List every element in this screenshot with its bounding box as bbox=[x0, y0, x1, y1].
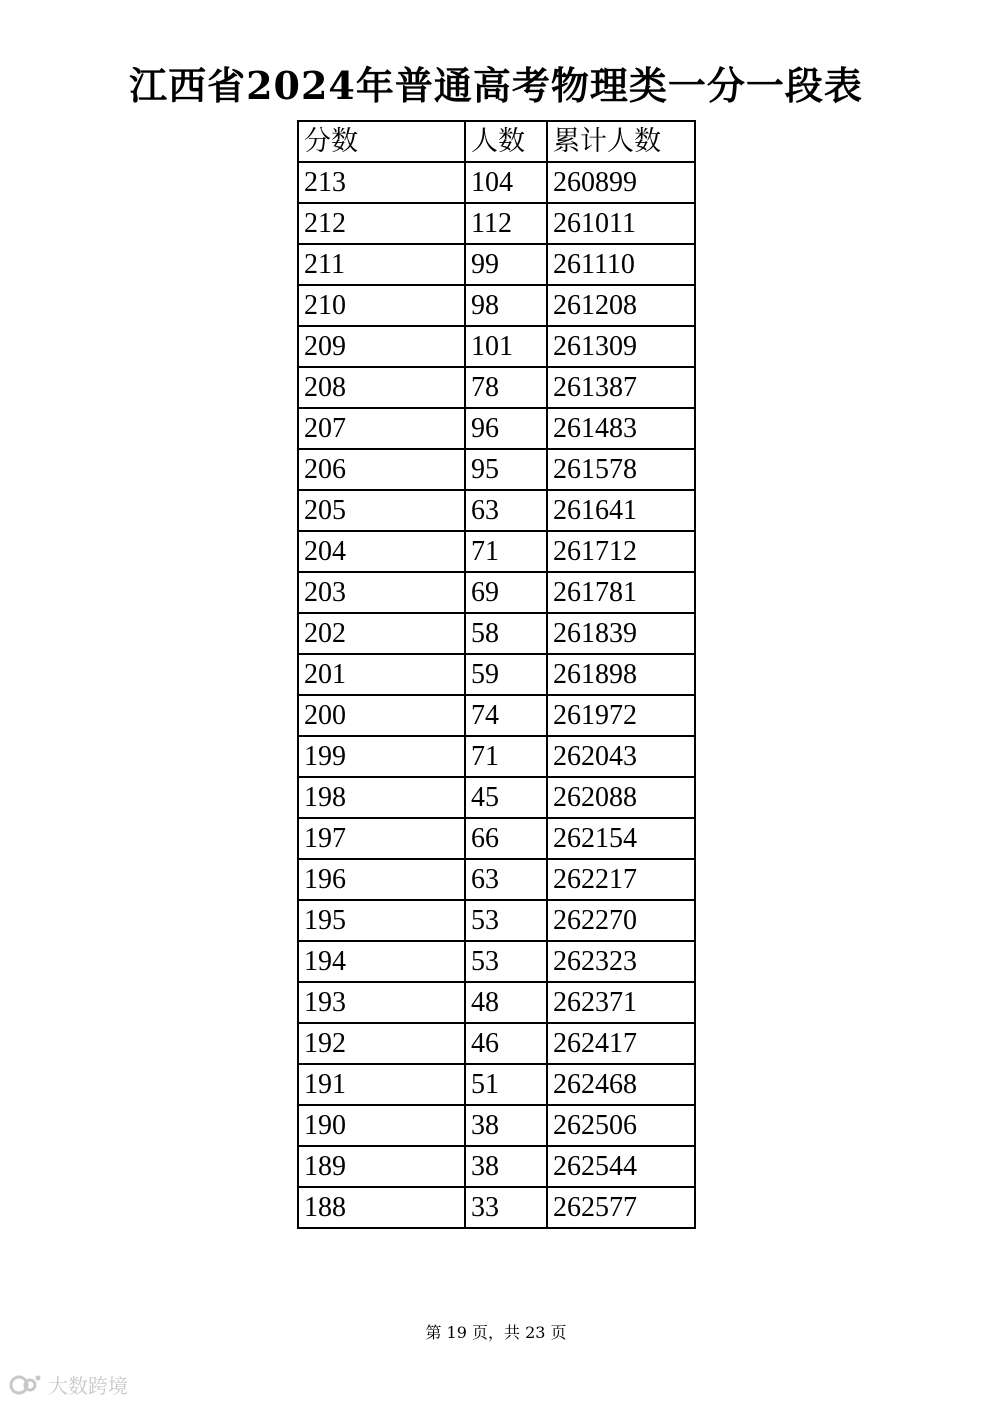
count-cell: 98 bbox=[465, 285, 547, 326]
cumulative-cell: 261839 bbox=[547, 613, 695, 654]
score-cell: 198 bbox=[298, 777, 465, 818]
cumulative-cell: 262088 bbox=[547, 777, 695, 818]
table-row bbox=[298, 736, 695, 777]
table-body bbox=[298, 162, 695, 1228]
count-cell: 63 bbox=[465, 490, 547, 531]
cumulative-cell: 262270 bbox=[547, 900, 695, 941]
count-cell: 59 bbox=[465, 654, 547, 695]
score-cell: 189 bbox=[298, 1146, 465, 1187]
cumulative-cell: 262577 bbox=[547, 1187, 695, 1228]
score-cell: 206 bbox=[298, 449, 465, 490]
table-row bbox=[298, 818, 695, 859]
count-cell: 104 bbox=[465, 162, 547, 203]
count-cell: 66 bbox=[465, 818, 547, 859]
score-cell: 200 bbox=[298, 695, 465, 736]
table-row bbox=[298, 490, 695, 531]
table-row bbox=[298, 203, 695, 244]
table-row bbox=[298, 326, 695, 367]
table-row bbox=[298, 982, 695, 1023]
table-row bbox=[298, 654, 695, 695]
score-cell: 202 bbox=[298, 613, 465, 654]
count-cell: 38 bbox=[465, 1105, 547, 1146]
count-cell: 58 bbox=[465, 613, 547, 654]
score-cell: 199 bbox=[298, 736, 465, 777]
cumulative-cell: 261011 bbox=[547, 203, 695, 244]
score-cell: 203 bbox=[298, 572, 465, 613]
cumulative-cell: 261309 bbox=[547, 326, 695, 367]
page-footer: 第 19 页，共 23 页 bbox=[425, 1323, 567, 1342]
cumulative-cell: 261110 bbox=[547, 244, 695, 285]
cumulative-cell: 260899 bbox=[547, 162, 695, 203]
table-row bbox=[298, 1146, 695, 1187]
count-cell: 53 bbox=[465, 900, 547, 941]
table-row bbox=[298, 859, 695, 900]
score-cell: 194 bbox=[298, 941, 465, 982]
header-cumulative: 累计人数 bbox=[547, 121, 695, 162]
table-row bbox=[298, 941, 695, 982]
table-row bbox=[298, 1023, 695, 1064]
count-cell: 71 bbox=[465, 736, 547, 777]
cumulative-cell: 261641 bbox=[547, 490, 695, 531]
count-cell: 101 bbox=[465, 326, 547, 367]
cumulative-cell: 262043 bbox=[547, 736, 695, 777]
cumulative-cell: 261712 bbox=[547, 531, 695, 572]
score-cell: 204 bbox=[298, 531, 465, 572]
table-row bbox=[298, 285, 695, 326]
count-cell: 95 bbox=[465, 449, 547, 490]
score-cell: 209 bbox=[298, 326, 465, 367]
score-cell: 201 bbox=[298, 654, 465, 695]
table-row bbox=[298, 1064, 695, 1105]
cumulative-cell: 262371 bbox=[547, 982, 695, 1023]
count-cell: 51 bbox=[465, 1064, 547, 1105]
count-cell: 63 bbox=[465, 859, 547, 900]
score-cell: 213 bbox=[298, 162, 465, 203]
table-row bbox=[298, 613, 695, 654]
count-cell: 112 bbox=[465, 203, 547, 244]
count-cell: 45 bbox=[465, 777, 547, 818]
score-cell: 196 bbox=[298, 859, 465, 900]
table-row bbox=[298, 1187, 695, 1228]
cumulative-cell: 261387 bbox=[547, 367, 695, 408]
count-cell: 71 bbox=[465, 531, 547, 572]
count-cell: 53 bbox=[465, 941, 547, 982]
score-cell: 188 bbox=[298, 1187, 465, 1228]
cumulative-cell: 262323 bbox=[547, 941, 695, 982]
table-header-row bbox=[298, 121, 695, 162]
cumulative-cell: 262506 bbox=[547, 1105, 695, 1146]
table-row bbox=[298, 244, 695, 285]
cumulative-cell: 261898 bbox=[547, 654, 695, 695]
count-cell: 69 bbox=[465, 572, 547, 613]
table-row bbox=[298, 1105, 695, 1146]
cumulative-cell: 262217 bbox=[547, 859, 695, 900]
table-row bbox=[298, 162, 695, 203]
cumulative-cell: 261483 bbox=[547, 408, 695, 449]
count-cell: 33 bbox=[465, 1187, 547, 1228]
score-cell: 190 bbox=[298, 1105, 465, 1146]
cumulative-cell: 262468 bbox=[547, 1064, 695, 1105]
count-cell: 46 bbox=[465, 1023, 547, 1064]
cumulative-cell: 261781 bbox=[547, 572, 695, 613]
count-cell: 48 bbox=[465, 982, 547, 1023]
score-cell: 211 bbox=[298, 244, 465, 285]
table-row bbox=[298, 531, 695, 572]
header-count: 人数 bbox=[465, 121, 547, 162]
watermark bbox=[8, 1370, 128, 1399]
watermark-text: 大数跨境 bbox=[48, 1374, 128, 1398]
score-distribution-table bbox=[297, 120, 696, 1229]
cumulative-cell: 261578 bbox=[547, 449, 695, 490]
cumulative-cell: 262544 bbox=[547, 1146, 695, 1187]
score-cell: 197 bbox=[298, 818, 465, 859]
count-cell: 96 bbox=[465, 408, 547, 449]
score-cell: 193 bbox=[298, 982, 465, 1023]
count-cell: 74 bbox=[465, 695, 547, 736]
page-title: 江西省2024年普通高考物理类一分一段表 bbox=[129, 63, 863, 108]
table-row bbox=[298, 408, 695, 449]
count-cell: 99 bbox=[465, 244, 547, 285]
table-row bbox=[298, 572, 695, 613]
cumulative-cell: 262154 bbox=[547, 818, 695, 859]
score-cell: 195 bbox=[298, 900, 465, 941]
score-cell: 210 bbox=[298, 285, 465, 326]
cumulative-cell: 261972 bbox=[547, 695, 695, 736]
watermark-logo-icon bbox=[8, 1372, 42, 1398]
header-score: 分数 bbox=[298, 121, 465, 162]
score-cell: 205 bbox=[298, 490, 465, 531]
score-cell: 207 bbox=[298, 408, 465, 449]
table-row bbox=[298, 900, 695, 941]
table-row bbox=[298, 695, 695, 736]
score-cell: 191 bbox=[298, 1064, 465, 1105]
cumulative-cell: 262417 bbox=[547, 1023, 695, 1064]
score-cell: 192 bbox=[298, 1023, 465, 1064]
score-cell: 208 bbox=[298, 367, 465, 408]
table-row bbox=[298, 367, 695, 408]
count-cell: 38 bbox=[465, 1146, 547, 1187]
table-row bbox=[298, 777, 695, 818]
score-cell: 212 bbox=[298, 203, 465, 244]
count-cell: 78 bbox=[465, 367, 547, 408]
table-row bbox=[298, 449, 695, 490]
cumulative-cell: 261208 bbox=[547, 285, 695, 326]
